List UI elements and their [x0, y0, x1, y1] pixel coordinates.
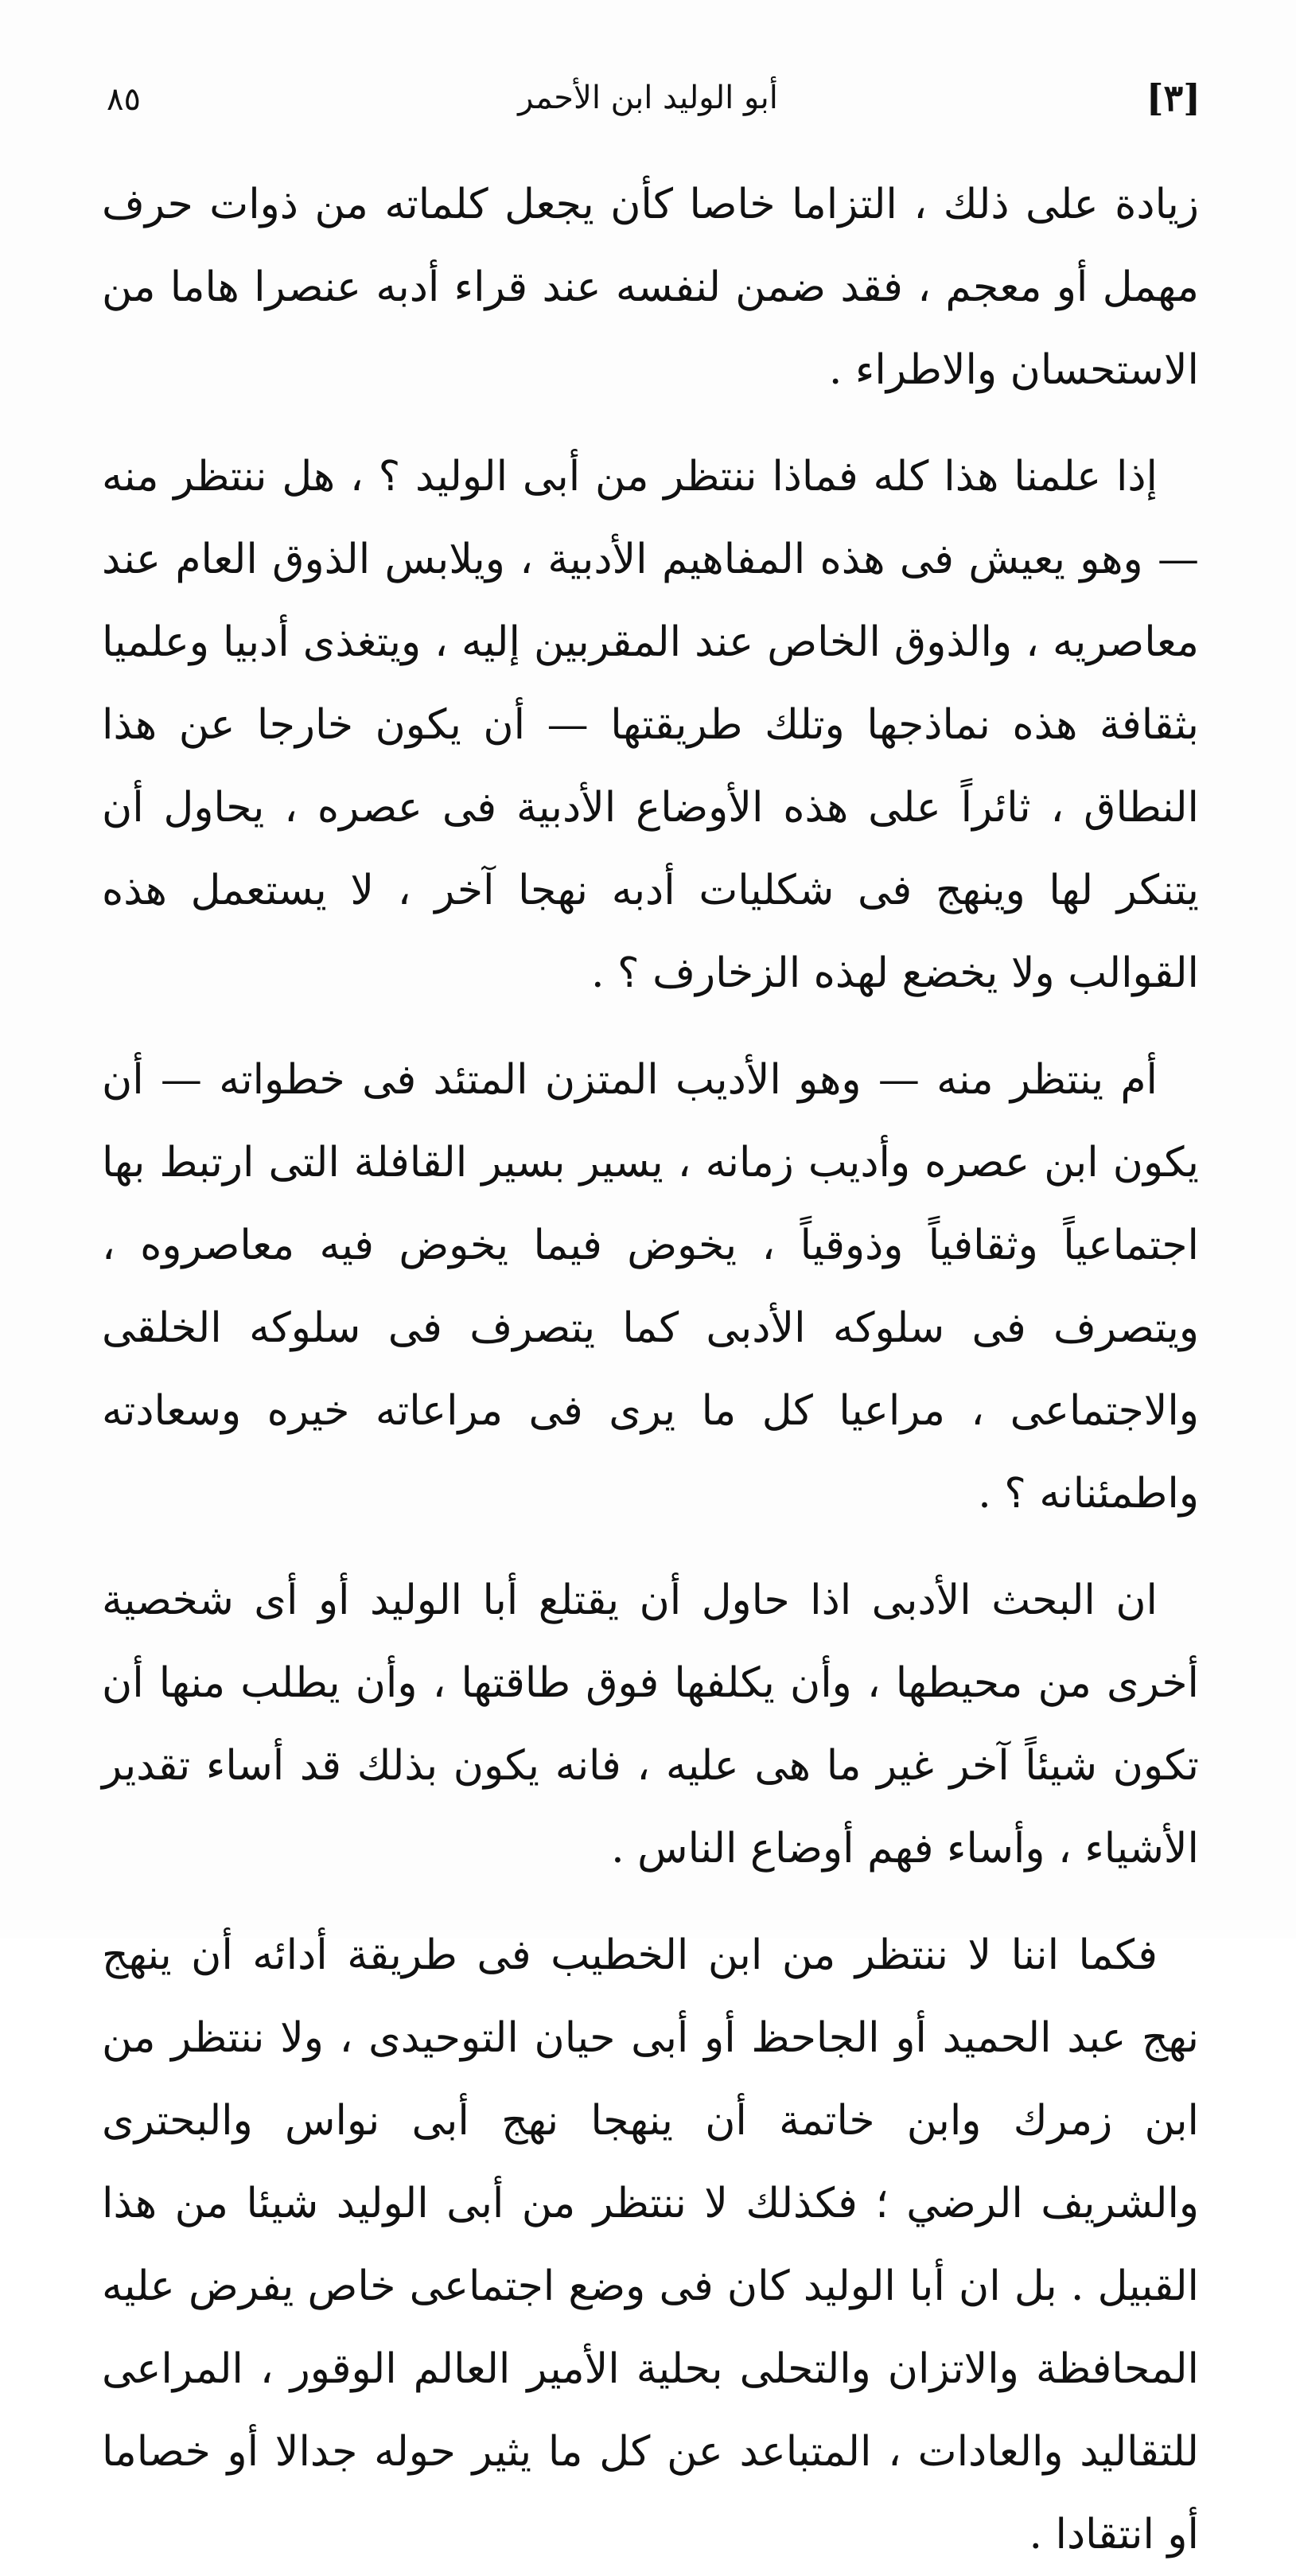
paragraph-2: إذا علمنا هذا كله فماذا ننتظر من أبى الوليد ؟ ، هل ننتظر منه — وهو يعيش فى هذه المفاهيم الأدبية ، ويلابس الذوق العام عند معاصريه ، والذوق الخاص عند المقربين إليه ، ويتغذى أدبيا وعلميا بثقافة هذه نماذجها وتلك طريقتها — أن يكون خارجا عن هذا النطاق ، ثائراً على هذه الأوضاع الأدبية فى عصره ، يحاول أن يتنكر لها وينهج فى شكليات أدبه نهجا آخر ، لا يستعمل هذه القوالب ولا يخضع لهذه الزخارف ؟ . [102, 453, 1199, 997]
paragraph-1: زيادة على ذلك ، التزاما خاصا كأن يجعل كلماته من ذوات حرف مهمل أو معجم ، فقد ضمن لنفسه عند قراء أدبه عنصرا هاما من الاستحسان والاطراء . [102, 181, 1199, 394]
paragraph-3: أم ينتظر منه — وهو الأديب المتزن المتئد فى خطواته — أن يكون ابن عصره وأديب زمانه ، يسير بسير القافلة التى ارتبط بها اجتماعياً وثقافياً وذوقياً ، يخوض فيما يخوض فيه معاصروه ، ويتصرف فى سلوكه الأدبى كما يتصرف فى سلوكه الخلقى والاجتماعى ، مراعيا كل ما يرى فى مراعاته خيره وسعادته واطمئنانه ؟ . [102, 1056, 1199, 1518]
page-header [95, 70, 1201, 142]
running-title: أبو الوليد ابن الأحمر [518, 80, 778, 116]
paragraph-5: فكما اننا لا ننتظر من ابن الخطيب فى طريقة أدائه أن ينهج نهج عبد الحميد أو الجاحظ أو أبى حيان التوحيدى ، ولا ننتظر من ابن زمرك وابن خاتمة أن ينهجا نهج أبى نواس والبحترى والشريف الرضي ؛ فكذلك لا ننتظر من أبى الوليد شيئا من هذا القبيل . بل ان أبا الوليد كان فى وضع اجتماعى خاص يفرض عليه المحافظة والاتزان والتحلى بحلية الأمير العالم الوقور ، المراعى للتقاليد والعادات ، المتباعد عن كل ما يثير حوله جدالا أو خصاما أو انتقادا . [102, 1931, 1199, 2558]
paragraph-4: ان البحث الأدبى اذا حاول أن يقتلع أبا الوليد أو أى شخصية أخرى من محيطها ، وأن يكلفها فوق طاقتها ، وأن يطلب منها أن تكون شيئاً آخر غير ما هى عليه ، فانه يكون بذلك قد أساء تقدير الأشياء ، وأساء فهم أوضاع الناس . [102, 1576, 1199, 1873]
page-number: ٨٥ [107, 81, 141, 118]
body-text [102, 163, 1199, 2576]
chapter-marker: [٣] [1146, 76, 1201, 119]
